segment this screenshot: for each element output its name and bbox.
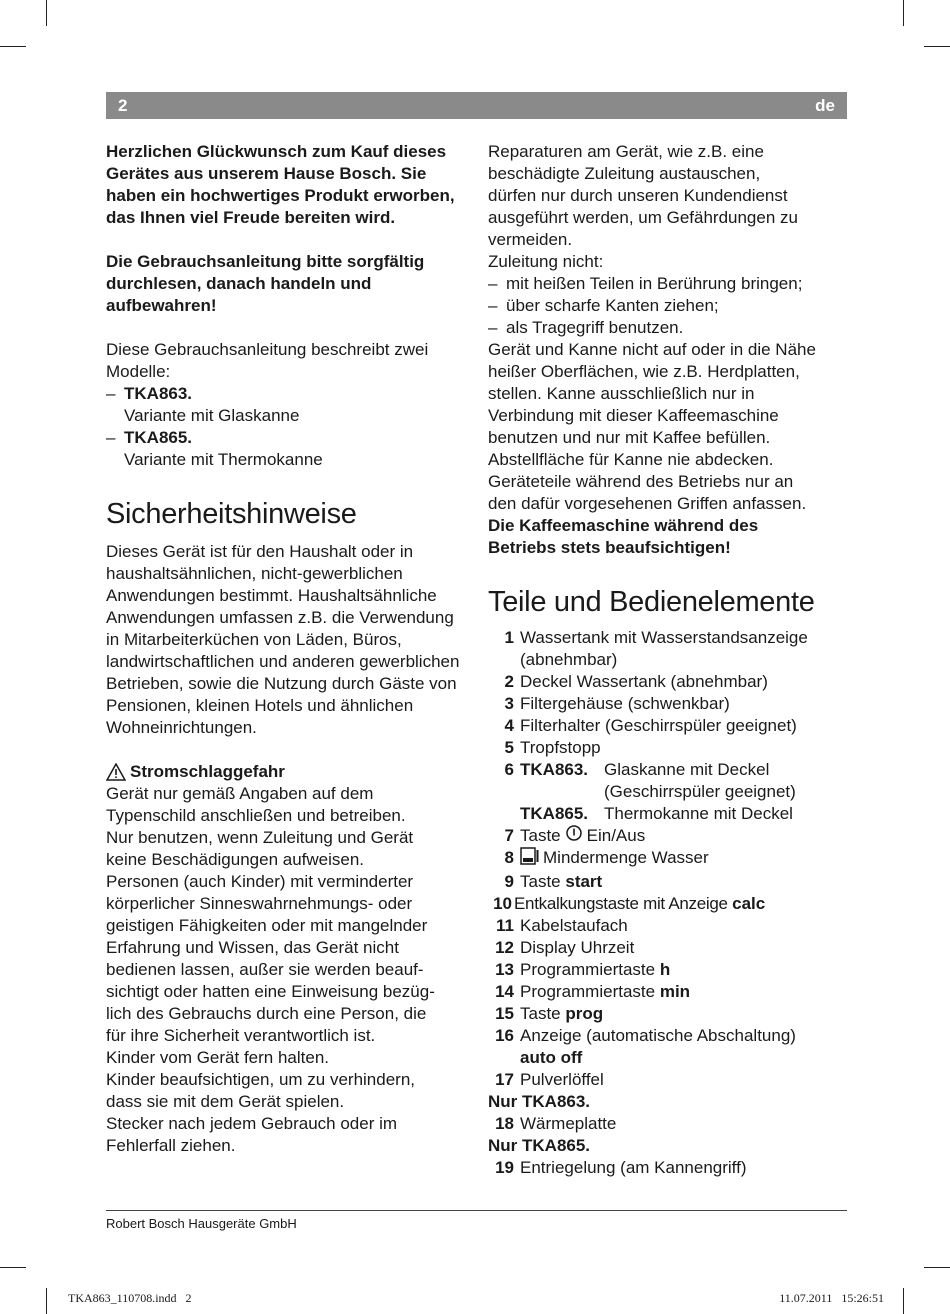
supervise-paragraph: Die Kaffeemaschine während des Betriebs stets beaufsichtigen! [488, 516, 759, 557]
item-number: 3 [504, 694, 514, 713]
list-item [488, 1069, 853, 1091]
item-number: 16 [495, 1026, 514, 1045]
low-water-icon [520, 847, 540, 871]
text-line: beschädigte Zuleitung austauschen, [488, 164, 761, 183]
crop-mark [924, 46, 950, 47]
item-text: Entriegelung (am Kannengriff) [520, 1158, 747, 1177]
page-number: 2 [118, 95, 128, 115]
text-line: dürfen nur durch unseren Kundendienst [488, 186, 788, 205]
text-line: heißer Oberflächen, wie z.B. Herdplatten, [488, 362, 800, 381]
list-item [488, 847, 853, 871]
text-line: Reparaturen am Gerät, wie z.B. eine [488, 142, 764, 161]
cable-item-text: als Tragegriff benutzen. [506, 318, 684, 337]
warning-text [106, 783, 471, 1157]
text-line: lich des Gebrauchs durch eine Person, die [106, 1004, 427, 1023]
list-item [488, 1047, 853, 1069]
text-line: ausgeführt werden, um Gefährdungen zu [488, 208, 798, 227]
item-number: 1 [504, 628, 514, 647]
item-text: Entkalkungstaste mit Anzeige [514, 894, 733, 913]
item-number: 4 [504, 716, 514, 735]
text-line: bedienen lassen, außer sie werden beauf- [106, 960, 424, 979]
model-desc: Variante mit Thermokanne [124, 450, 323, 469]
crop-mark [46, 0, 47, 26]
list-item [488, 871, 853, 893]
parts-list [488, 627, 853, 1179]
key-label: prog [565, 1004, 604, 1023]
list-item [488, 781, 853, 803]
item-text: Anzeige (automatische Abschaltung) [520, 1026, 796, 1045]
item-text: Glaskanne mit Deckel [604, 760, 770, 779]
list-item [488, 715, 853, 737]
cable-item-text: über scharfe Kanten ziehen; [506, 296, 719, 315]
text-line: keine Beschädigungen aufweisen. [106, 850, 365, 869]
text-line: dass sie mit dem Gerät spielen. [106, 1092, 345, 1111]
item-text: Taste [520, 872, 566, 891]
text-line: Gerät nur gemäß Angaben auf dem [106, 784, 374, 803]
cable-item-text: mit heißen Teilen in Berührung bringen; [506, 274, 803, 293]
item-text: Deckel Wassertank (abnehmbar) [520, 672, 768, 691]
cable-item: – als Tragegriff benutzen. [488, 318, 684, 337]
key-label: calc [732, 894, 766, 913]
item-text: Mindermenge Wasser [543, 848, 709, 867]
print-slug-file: TKA863_110708.indd 2 [68, 1291, 192, 1305]
item-text: Wärmeplatte [520, 1114, 617, 1133]
key-label: min [659, 982, 691, 1001]
crop-mark [0, 1267, 26, 1268]
list-item [488, 737, 853, 759]
warning-title [106, 761, 471, 783]
text-line: Erfahrung und Wissen, das Gerät nicht [106, 938, 399, 957]
list-item [488, 627, 853, 649]
models-intro: Diese Gebrauchsanleitung beschreibt zwei Modelle: [106, 340, 429, 381]
model-item: – TKA863. Variante mit Glaskanne [106, 384, 300, 425]
household-paragraph: Dieses Gerät ist für den Haushalt oder in haushaltsähnlichen, nicht-gewerblichen Anwendungen bestimmt. Haushaltsähnliche Anwendungen umfassen z.B. die Verwendung in Mitarbeiterküchen von Läden, Büros, landwirtschaftlichen und anderen gewerblichen Betrieben, sowie die Nutzung durch Gäste von Pensionen, kleinen Hotels und ähnlichen Wohneinrichtungen. [106, 542, 460, 737]
item-number: 13 [495, 960, 514, 979]
text-line: benutzen und nur mit Kaffee befüllen. [488, 428, 771, 447]
text-line: Fehlerfall ziehen. [106, 1136, 236, 1155]
repairs-paragraph [488, 141, 853, 251]
text-line: Verbindung mit dieser Kaffeemaschine [488, 406, 779, 425]
cable-item: – mit heißen Teilen in Berührung bringen; [488, 274, 803, 293]
list-item [488, 959, 853, 981]
crop-mark [903, 1288, 904, 1314]
text-line: Abstellfläche für Kanne nie abdecken. [488, 450, 774, 469]
right-column [488, 141, 853, 1179]
item-text: Taste [520, 1004, 566, 1023]
item-number: 7 [504, 826, 514, 845]
item-text: (Geschirrspüler geeignet) [604, 782, 796, 801]
list-item [488, 981, 853, 1003]
model-item: – TKA865. Variante mit Thermokanne [106, 428, 323, 469]
item-number: 5 [504, 738, 514, 757]
list-item [488, 693, 853, 715]
model-only-label: Nur TKA863. [488, 1092, 591, 1111]
text-line: den dafür vorgesehenen Griffen anfassen. [488, 494, 807, 513]
footer-rule [106, 1210, 847, 1211]
list-item [488, 1157, 853, 1179]
parts-heading: Teile und Bedienelemente [488, 586, 815, 618]
warning-title-text: Stromschlaggefahr [130, 762, 285, 781]
text-line: Stecker nach jedem Gebrauch oder im [106, 1114, 398, 1133]
list-item [488, 893, 853, 915]
cable-intro: Zuleitung nicht: [488, 252, 604, 271]
text-line: Nur benutzen, wenn Zuleitung und Gerät [106, 828, 414, 847]
placement-paragraph [488, 339, 853, 515]
list-item [488, 671, 853, 693]
crop-mark [903, 0, 904, 26]
language-code: de [815, 95, 835, 115]
model-name: TKA863. [520, 760, 589, 779]
item-text: Filterhalter (Geschirrspüler geeignet) [520, 716, 797, 735]
item-text: Wassertank mit Wasserstandsanzeige [520, 628, 808, 647]
item-number: 12 [495, 938, 514, 957]
item-text: Programmiertaste [520, 960, 660, 979]
power-icon [566, 825, 582, 847]
text-line: Typenschild anschließen und betreiben. [106, 806, 406, 825]
item-number: 10 [493, 894, 512, 913]
item-number [488, 649, 520, 671]
list-item [488, 1003, 853, 1025]
item-number: 17 [495, 1070, 514, 1089]
text-line: Gerät und Kanne nicht auf oder in die Nähe [488, 340, 816, 359]
safety-heading: Sicherheitshinweise [106, 498, 357, 530]
item-text: Kabelstaufach [520, 916, 628, 935]
item-number: 14 [495, 982, 514, 1001]
list-item [488, 937, 853, 959]
list-item [488, 1113, 853, 1135]
model-desc: Variante mit Glaskanne [124, 406, 300, 425]
item-text: Tropfstopp [520, 738, 601, 757]
text-line: vermeiden. [488, 230, 573, 249]
crop-mark [0, 46, 26, 47]
text-line: stellen. Kanne ausschließlich nur in [488, 384, 755, 403]
warning-triangle-icon [106, 763, 126, 781]
item-number: 15 [495, 1004, 514, 1023]
model-name: TKA863. [124, 384, 193, 403]
text-line: Kinder beaufsichtigen, um zu verhindern, [106, 1070, 416, 1089]
item-number: 9 [504, 872, 514, 891]
list-item [488, 649, 853, 671]
item-text: Pulverlöffel [520, 1070, 604, 1089]
page-header-bar [106, 92, 847, 119]
left-column [106, 141, 471, 1157]
item-number: 11 [496, 916, 514, 935]
item-text: Taste [520, 826, 561, 845]
text-line: körperlicher Sinneswahrnehmungs- oder [106, 894, 413, 913]
congrats-paragraph: Herzlichen Glückwunsch zum Kauf dieses Gerätes aus unserem Hause Bosch. Sie haben ein hochwertiges Produkt erworben, das Ihnen viel Freude bereiten wird. [106, 142, 455, 227]
list-item [488, 759, 853, 781]
key-label: h [659, 960, 671, 979]
model-name: TKA865. [520, 804, 589, 823]
text-line: Kinder vom Gerät fern halten. [106, 1048, 330, 1067]
list-item [488, 803, 853, 825]
model-only-label: Nur TKA865. [488, 1136, 591, 1155]
crop-mark [46, 1288, 47, 1314]
item-number: 18 [495, 1114, 514, 1133]
list-item [488, 1025, 853, 1047]
crop-mark [924, 1267, 950, 1268]
list-item [488, 915, 853, 937]
item-number: 19 [495, 1158, 514, 1177]
cable-item: – über scharfe Kanten ziehen; [488, 296, 719, 315]
text-line: Personen (auch Kinder) mit verminderter [106, 872, 414, 891]
text-line: Geräteteile während des Betriebs nur an [488, 472, 794, 491]
print-slug-date: 11.07.2011 15:26:51 [779, 1291, 884, 1305]
item-text: (abnehmbar) [520, 650, 618, 669]
read-manual-paragraph: Die Gebrauchsanleitung bitte sorgfältig durchlesen, danach handeln und aufbewahren! [106, 252, 425, 315]
item-text: Programmiertaste [520, 982, 660, 1001]
item-number: 8 [504, 848, 514, 867]
text-line: geistigen Fähigkeiten oder mit mangelnder [106, 916, 428, 935]
item-number: 6 [504, 760, 514, 779]
text-line: für ihre Sicherheit verantwortlich ist. [106, 1026, 376, 1045]
footer-company: Robert Bosch Hausgeräte GmbH [106, 1216, 297, 1231]
item-text: Thermokanne mit Deckel [604, 804, 793, 823]
model-name: TKA865. [124, 428, 193, 447]
item-number: 2 [504, 672, 514, 691]
item-text: Display Uhrzeit [520, 938, 635, 957]
key-label: start [565, 872, 603, 891]
text-line: sichtigt oder hatten eine Einweisung bezüg- [106, 982, 435, 1001]
list-item [488, 825, 853, 847]
key-label: auto off [520, 1048, 583, 1067]
item-text: Ein/Aus [586, 826, 646, 845]
item-text: Filtergehäuse (schwenkbar) [520, 694, 730, 713]
